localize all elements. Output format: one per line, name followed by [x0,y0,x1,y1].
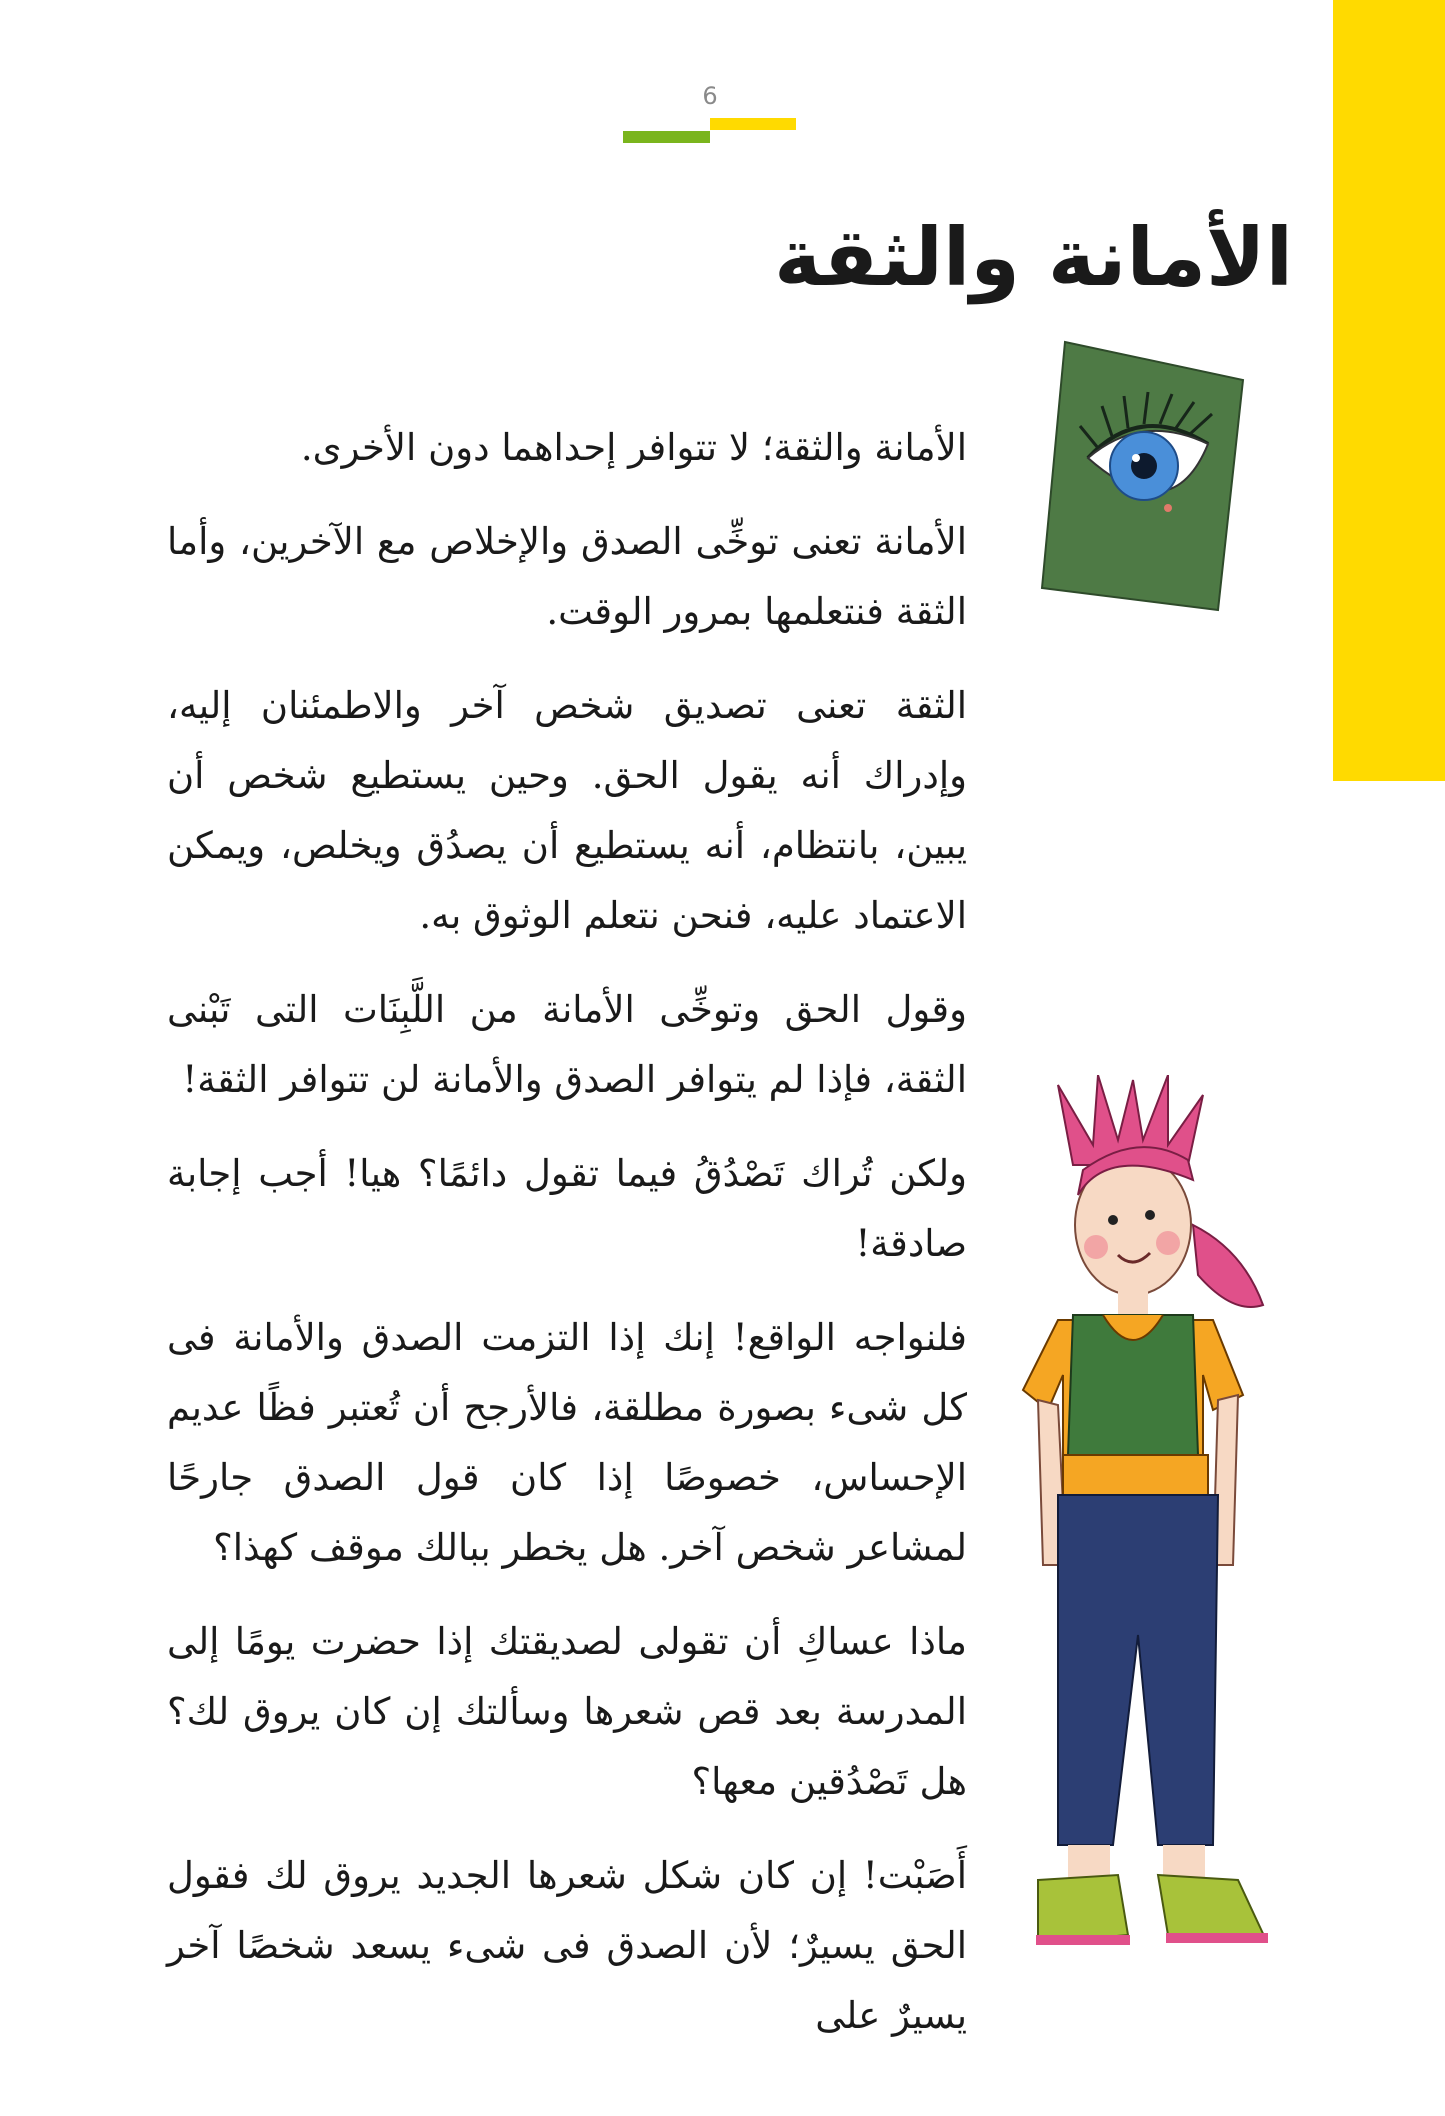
paragraph-2: الأمانة تعنى توخِّى الصدق والإخلاص مع الآخرين، وأما الثقة فنتعلمها بمرور الوقت. [167,520,967,633]
eye-illustration [1040,340,1250,615]
girl-illustration [1018,1075,1283,1965]
article-body [167,413,967,2075]
paragraph-3: الثقة تعنى تصديق شخص آخر والاطمئنان إليه، وإدراك أنه يقول الحق. وحين يستطيع شخص أن يبين، بانتظام، أنه يستطيع أن يصدُق ويخلص، ويمكن الاعتماد عليه، فنحن نتعلم الوثوق به. [167,684,967,937]
paragraph-8: أَصَبْت! إن كان شكل شعرها الجديد يروق لك فقول الحق يسيرٌ؛ لأن الصدق فى شىء يسعد شخصًا آخر يسيرٌ على [167,1854,967,2037]
yellow-decor-bar [710,118,796,130]
page-title: الأمانة والثقة [774,211,1293,304]
green-decor-bar [623,131,710,143]
page-number: 6 [702,82,718,110]
paragraph-4: وقول الحق وتوخِّى الأمانة من اللَّبِنَات التى تَبْنى الثقة، فإذا لم يتوافر الصدق والأمانة لن تتوافر الثقة! [167,988,967,1101]
paragraph-5: ولكن تُراك تَصْدُقُ فيما تقول دائمًا؟ هيا! أجب إجابة صادقة! [167,1152,967,1265]
yellow-side-tab [1333,0,1445,781]
paragraph-7: ماذا عساكِ أن تقولى لصديقتك إذا حضرت يومًا إلى المدرسة بعد قص شعرها وسألتك إن كان يروق لك؟ هل تَصْدُقين معها؟ [167,1620,967,1803]
paragraph-6: فلنواجه الواقع! إنك إذا التزمت الصدق والأمانة فى كل شىء بصورة مطلقة، فالأرجح أن تُعتبر فظًا عديم الإحساس، خصوصًا إذا كان قول الصدق جارحًا لمشاعر شخص آخر. هل يخطر ببالك موقف كهذا؟ [167,1316,967,1569]
paragraph-1: الأمانة والثقة؛ لا تتوافر إحداهما دون الأخرى. [300,426,967,469]
